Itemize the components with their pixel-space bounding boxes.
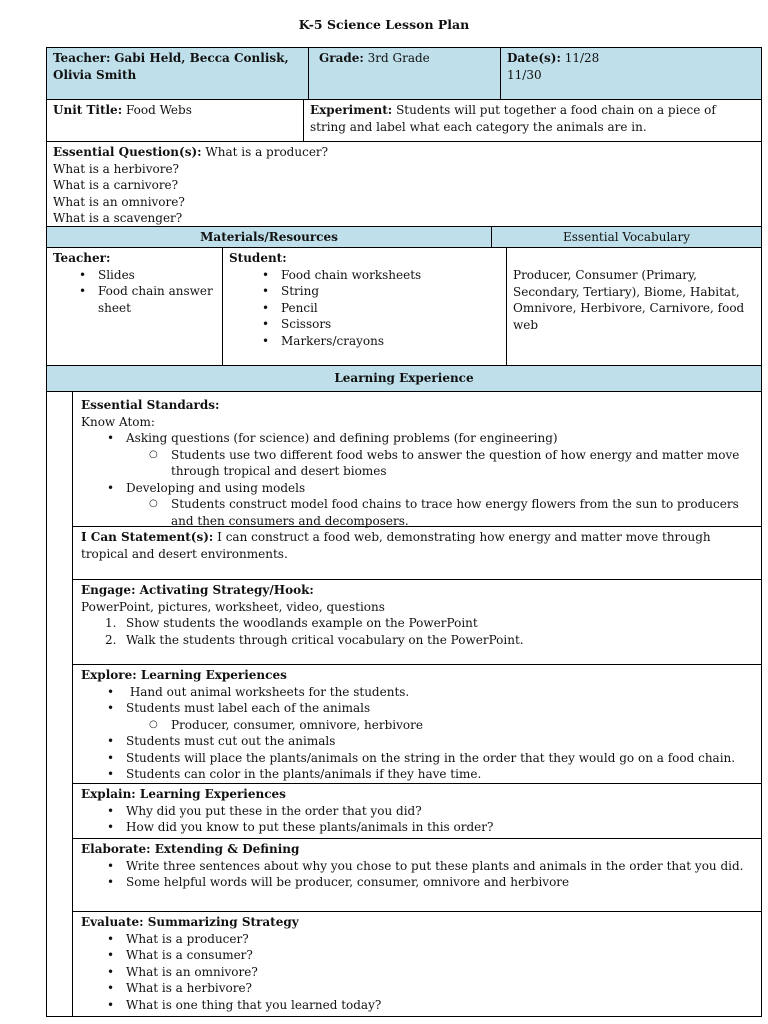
student-materials-list: [229, 267, 500, 350]
list-item: • What is an omnivore?: [81, 964, 755, 981]
standards-list: [81, 480, 755, 497]
step-text: Show students the woodlands example on the PowerPoint: [126, 616, 478, 630]
teacher-materials-cell: [47, 248, 222, 365]
unit-label: Unit Title:: [53, 103, 123, 117]
explain-list: [81, 803, 755, 836]
essential-questions-label: Essential Question(s):: [53, 145, 202, 159]
evaluate-label: Evaluate: Summarizing Strategy: [81, 915, 299, 929]
i-can-text: I can construct a food web, demonstrating how energy and matter move through tropical and desert environments.: [81, 530, 711, 561]
learning-heading: [47, 366, 761, 391]
list-item: • Scissors: [229, 316, 500, 333]
dates-label: Date(s):: [507, 51, 561, 65]
essential-questions-cell: [47, 142, 761, 226]
unit-cell: [47, 100, 303, 141]
elaborate-section: [73, 839, 761, 912]
list-item: • Markers/crayons: [229, 333, 500, 350]
teacher-cell: [47, 48, 308, 99]
header-row: [46, 47, 762, 100]
learning-header-row: [46, 366, 762, 392]
elaborate-label: Elaborate: Extending & Defining: [81, 842, 300, 856]
list-item: • Food chain answer sheet: [53, 283, 216, 316]
explain-section: [73, 784, 761, 839]
list-item: • What is a producer?: [81, 931, 755, 948]
teacher-label: Teacher:: [53, 51, 111, 65]
list-item: 2. Walk the students through critical vocabulary on the PowerPoint.: [105, 632, 524, 647]
explain-label: Explain: Learning Experiences: [81, 787, 286, 801]
elaborate-list: [81, 858, 755, 891]
unit-row: [46, 100, 762, 142]
list-item: • Students will place the plants/animals on the string in the order that they would go on a food chain.: [81, 750, 755, 767]
evaluate-list: [81, 931, 755, 1014]
grade-label: Grade:: [319, 51, 364, 65]
i-can-label: I Can Statement(s):: [81, 530, 214, 544]
materials-row: [46, 248, 762, 366]
list-item: • Pencil: [229, 300, 500, 317]
vocabulary-text: Producer, Consumer (Primary, Secondary, Tertiary), Biome, Habitat, Omnivore, Herbivore, Carnivore, food web: [513, 268, 745, 332]
dates-cell: [500, 48, 761, 99]
page-title: K-5 Science Lesson Plan: [298, 17, 470, 32]
list-item: • How did you know to put these plants/animals in this order?: [81, 819, 755, 836]
standards-section: [73, 392, 761, 527]
explore-sublist: [81, 717, 755, 734]
list-item: • Asking questions (for science) and defining problems (for engineering): [81, 430, 755, 447]
standards-sublist: [81, 496, 755, 529]
list-item: • Some helpful words will be producer, consumer, omnivore and herbivore: [81, 874, 755, 891]
materials-heading: [47, 227, 491, 247]
question-item: What is a producer?: [205, 145, 329, 159]
engage-steps: [81, 615, 755, 648]
question-item: What is a herbivore?: [53, 161, 179, 176]
date-1: 11/28: [564, 51, 600, 65]
explore-list: [81, 733, 755, 783]
teacher-materials-list: [53, 267, 216, 317]
date-2: 11/30: [507, 67, 542, 82]
list-item: • What is a consumer?: [81, 947, 755, 964]
student-materials-cell: [222, 248, 506, 365]
explore-section: [73, 665, 761, 784]
materials-heading-text: Materials/Resources: [200, 230, 338, 244]
list-item: • Write three sentences about why you chose to put these plants and animals in the order that you did.: [81, 858, 755, 875]
list-item: • Students can color in the plants/animals if they have time.: [81, 766, 755, 783]
grade-cell: [308, 48, 500, 99]
vocab-heading: Essential Vocabulary: [491, 227, 761, 247]
list-item: • What is one thing that you learned today?: [81, 997, 755, 1014]
teacher-materials-label: Teacher:: [53, 251, 111, 265]
engage-label: Engage: Activating Strategy/Hook:: [81, 583, 314, 597]
list-item: • Why did you put these in the order that you did?: [81, 803, 755, 820]
list-item: 1. Show students the woodlands example on the PowerPoint: [105, 616, 478, 630]
grade-value: 3rd Grade: [367, 51, 430, 65]
list-item: • Students must label each of the animals: [81, 700, 755, 717]
list-item: • Developing and using models: [81, 480, 755, 497]
list-item: • Students must cut out the animals: [81, 733, 755, 750]
standards-sublist: [81, 447, 755, 480]
experiment-label: Experiment:: [310, 103, 393, 117]
list-item: • String: [229, 283, 500, 300]
lesson-plan-table: [46, 47, 762, 1017]
list-item: • Slides: [53, 267, 216, 284]
experiment-cell: [303, 100, 761, 141]
list-item: ○ Producer, consumer, omnivore, herbivore: [81, 717, 755, 734]
i-can-section: [73, 527, 761, 580]
list-item: • Food chain worksheets: [229, 267, 500, 284]
question-item: What is a scavenger?: [53, 211, 183, 225]
essential-questions-row: [46, 142, 762, 227]
list-item: ○ Students construct model food chains to trace how energy flowers from the sun to producers and then consumers and decomposers.: [81, 496, 755, 529]
teacher-names: Gabi Held, Becca Conlisk, Olivia Smith: [53, 51, 289, 82]
materials-header-row: [46, 227, 762, 248]
learning-gutter: [47, 392, 73, 1016]
learning-body: [46, 392, 762, 1017]
vocabulary-cell: [506, 248, 761, 365]
unit-value: Food Webs: [125, 103, 192, 117]
know-atom: Know Atom:: [81, 414, 155, 429]
standards-list: [81, 430, 755, 447]
question-item: What is an omnivore?: [53, 194, 185, 209]
standards-label: Essential Standards:: [81, 398, 220, 412]
list-item: • What is a herbivore?: [81, 980, 755, 997]
evaluate-section: [73, 912, 761, 1016]
engage-section: [73, 580, 761, 665]
list-item: ○ Students use two different food webs to answer the question of how energy and matter move through tropical and desert biomes: [81, 447, 755, 480]
explore-list: [81, 684, 755, 717]
step-text: Walk the students through critical vocabulary on the PowerPoint.: [126, 632, 524, 647]
student-materials-label: Student:: [229, 251, 287, 265]
learning-sections: [73, 392, 761, 1016]
learning-heading-text: Learning Experience: [334, 371, 474, 385]
list-item: • Hand out animal worksheets for the students.: [81, 684, 755, 701]
experiment-value: Students will put together a food chain on a piece of string and label what each category the animals are in.: [310, 103, 716, 134]
engage-intro: PowerPoint, pictures, worksheet, video, questions: [81, 599, 385, 614]
question-item: What is a carnivore?: [53, 178, 179, 192]
explore-label: Explore: Learning Experiences: [81, 668, 287, 682]
